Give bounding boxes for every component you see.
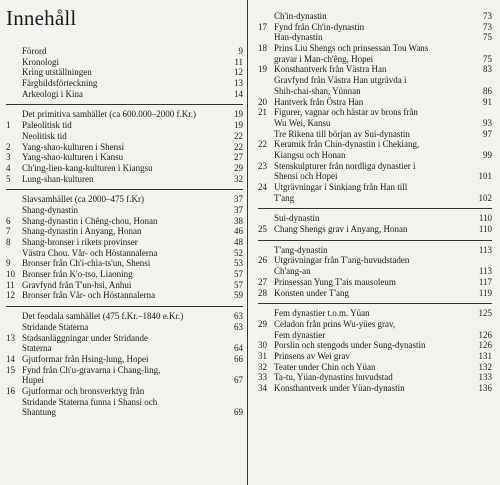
- entry-page: 117: [478, 276, 492, 287]
- entry-number: 30: [258, 340, 267, 351]
- toc-entry: [6, 152, 243, 163]
- entry-number: 32: [258, 361, 267, 372]
- entry-page: 75: [483, 32, 492, 43]
- toc-entry: [6, 78, 243, 89]
- entry-title: Slavsamhället (ca 2000–475 f.Kr): [22, 194, 144, 205]
- toc-entry: [258, 97, 492, 108]
- entry-title: Färgbildsförteckning: [22, 78, 98, 89]
- entry-number: 10: [6, 269, 15, 280]
- entry-title: Gravfynd från Västra Han utgrävda i: [274, 75, 407, 86]
- entry-number: 24: [258, 182, 267, 192]
- entry-page: 38: [234, 215, 243, 226]
- entry-title: Shang-dynastin i Chêng-chou, Honan: [22, 215, 158, 226]
- toc-entry: [258, 383, 492, 394]
- entry-title: Stridande Staterna: [22, 321, 89, 332]
- entry-title: Lung-shan-kulturen: [22, 173, 94, 184]
- entry-title: Prins Liu Shengs och prinsessan Tou Wans: [274, 43, 429, 54]
- entry-number: 14: [6, 353, 15, 364]
- toc-entry: [258, 107, 492, 118]
- entry-page: 22: [234, 130, 243, 141]
- entry-title: Förord: [22, 46, 47, 56]
- toc-entry: [6, 237, 243, 248]
- toc-entry: [258, 75, 492, 86]
- entry-page: 59: [234, 290, 243, 301]
- toc-entry: [6, 67, 243, 78]
- entry-title: Fem dynastier t.o.m. Yüan: [274, 308, 370, 319]
- entry-title: Teater under Chin och Yüan: [274, 361, 376, 372]
- toc-right-column: [258, 11, 492, 485]
- entry-number: 15: [6, 364, 15, 375]
- entry-page: 110: [478, 213, 492, 224]
- entry-page: 133: [478, 372, 492, 383]
- toc-entry: [6, 407, 243, 418]
- toc-entry: [258, 118, 492, 129]
- entry-title: Konsthantverk från Västra Han: [274, 64, 387, 75]
- entry-page: 73: [483, 11, 492, 21]
- page-title: Innehåll: [6, 6, 77, 30]
- entry-title: T'ang: [274, 192, 295, 203]
- toc-entry: [258, 245, 492, 256]
- entry-title: Stadsanläggningar under Stridande: [22, 332, 148, 343]
- entry-title: Porslin och stengods under Sung-dynastin: [274, 340, 426, 351]
- toc-entry: [258, 319, 492, 330]
- entry-page: 11: [234, 56, 243, 67]
- entry-title: T'ang-dynastin: [274, 244, 328, 255]
- entry-page: 136: [478, 383, 492, 393]
- entry-number: 28: [258, 287, 267, 298]
- entry-number: 11: [6, 279, 15, 290]
- entry-title: Ch'ing-lien-kang-kulturen i Kiangsu: [22, 162, 153, 173]
- toc-entry: [6, 226, 243, 237]
- entry-title: Konsten under T'ang: [274, 287, 349, 298]
- entry-title: Shang-dynastin: [22, 204, 78, 215]
- toc-entry: [258, 32, 492, 43]
- entry-number: 33: [258, 372, 267, 383]
- entry-page: 132: [478, 361, 492, 372]
- entry-page: 57: [234, 279, 243, 290]
- entry-number: 4: [6, 162, 11, 173]
- entry-number: 3: [6, 152, 11, 163]
- toc-section: [6, 189, 243, 301]
- entry-page: 64: [234, 343, 243, 354]
- toc-entry: [258, 266, 492, 277]
- toc-entry: [258, 193, 492, 204]
- entry-title: Kring utställningen: [22, 67, 92, 78]
- toc-section: [6, 46, 243, 99]
- entry-page: 113: [478, 244, 492, 255]
- entry-title: Fem dynastier: [274, 329, 326, 340]
- toc-entry: [6, 311, 243, 322]
- toc-entry: [6, 397, 243, 408]
- entry-title: Shang-dynastin i Anyang, Honan: [22, 226, 142, 237]
- toc-entry: [258, 308, 492, 319]
- entry-page: 126: [478, 329, 492, 340]
- entry-page: 12: [234, 67, 243, 78]
- entry-page: 93: [483, 117, 492, 128]
- entry-page: 32: [234, 173, 243, 184]
- toc-entry: [258, 330, 492, 341]
- entry-title: Gravfynd från T'un-hsi, Anhui: [22, 279, 132, 290]
- entry-title: Hantverk från Östra Han: [274, 96, 364, 107]
- toc-entry: [6, 343, 243, 354]
- entry-title: Gjutformar från Hsing-lung, Hopei: [22, 353, 149, 364]
- entry-page: 67: [234, 375, 243, 386]
- toc-entry: [6, 131, 243, 142]
- toc-entry: [258, 213, 492, 224]
- toc-entry: [6, 322, 243, 333]
- entry-title: Ch'ang-an: [274, 266, 311, 277]
- entry-title: Figurer, vagnar och hästar av brons från: [274, 107, 418, 118]
- toc-entry: [258, 171, 492, 182]
- entry-number: 34: [258, 383, 267, 393]
- entry-page: 14: [234, 88, 243, 99]
- entry-title: Wu Wei, Kansu: [274, 117, 331, 128]
- entry-number: 27: [258, 276, 267, 287]
- entry-title: Keramik från Chin-dynastin i Chekiang,: [274, 139, 420, 150]
- toc-entry: [258, 64, 492, 75]
- entry-title: Utgrävningar från T'ang-huvudstaden: [274, 255, 410, 266]
- entry-page: 29: [234, 162, 243, 173]
- toc-entry: [6, 354, 243, 365]
- entry-number: 22: [258, 139, 267, 150]
- entry-title: Kiangsu och Honan: [274, 149, 346, 160]
- entry-title: Kronologi: [22, 56, 59, 67]
- toc-section: [6, 104, 243, 184]
- entry-title: Bronser från K'o-tso, Liaoning: [22, 269, 133, 280]
- toc-entry: [258, 288, 492, 299]
- entry-page: 86: [483, 85, 492, 96]
- entry-title: Shantung: [22, 407, 57, 418]
- toc-entry: [258, 22, 492, 33]
- entry-page: 13: [234, 78, 243, 89]
- entry-page: 46: [234, 226, 243, 237]
- entry-page: 69: [234, 407, 243, 418]
- entry-number: 6: [6, 215, 11, 226]
- entry-number: 29: [258, 318, 267, 329]
- entry-page: 48: [234, 237, 243, 247]
- toc-entry: [6, 205, 243, 216]
- entry-number: 8: [6, 237, 11, 247]
- entry-page: 52: [234, 247, 243, 258]
- toc-entry: [258, 362, 492, 373]
- entry-number: 31: [258, 350, 267, 361]
- entry-title: Tre Rikena till början av Sui-dynastin: [274, 128, 410, 139]
- toc-entry: [258, 161, 492, 172]
- entry-title: Prinsens av Wei grav: [274, 350, 350, 361]
- entry-number: 9: [6, 258, 11, 269]
- entry-page: 63: [234, 311, 243, 322]
- entry-number: 23: [258, 160, 267, 171]
- entry-title: Shih-chai-shan, Yünnan: [274, 85, 361, 96]
- entry-title: Paleolitisk tid: [22, 120, 72, 131]
- entry-page: 119: [478, 287, 492, 298]
- entry-page: 73: [483, 21, 492, 32]
- entry-title: Yang-shao-kulturen i Kansu: [22, 152, 124, 163]
- entry-title: Det primitiva samhället (ca 600.000–2000 f.Kr.): [22, 109, 196, 120]
- entry-page: 125: [478, 308, 492, 319]
- toc-entry: [6, 375, 243, 386]
- toc-entry: [6, 142, 243, 153]
- entry-page: 66: [234, 353, 243, 364]
- toc-entry: [258, 86, 492, 97]
- entry-page: 83: [483, 64, 492, 75]
- entry-page: 19: [234, 109, 243, 120]
- toc-section: [6, 306, 243, 418]
- toc-entry: [258, 255, 492, 266]
- toc-entry: [258, 43, 492, 54]
- toc-entry: [6, 120, 243, 131]
- entry-title: Fynd från Ch'in-dynastin: [274, 21, 365, 32]
- entry-number: 13: [6, 332, 15, 343]
- entry-title: Yang-shao-kulturen i Shensi: [22, 141, 125, 152]
- entry-title: Utgrävningar i Sinkiang från Han till: [274, 182, 408, 192]
- entry-number: 12: [6, 290, 15, 301]
- column-divider: [247, 0, 248, 485]
- toc-entry: [6, 46, 243, 57]
- entry-title: Ta-tu, Yüan-dynastins huvudstad: [274, 372, 393, 383]
- entry-number: 7: [6, 226, 11, 237]
- entry-title: Stenskulpturer från nordliga dynastier i: [274, 160, 416, 171]
- entry-title: Bronser från Ch'i-chia-ts'un, Shensi: [22, 258, 151, 269]
- entry-number: 18: [258, 43, 267, 54]
- toc-section: [258, 303, 492, 394]
- entry-title: Bronser från Vår- och Höstannalerna: [22, 290, 156, 301]
- entry-title: Shang-bronser i rikets provinser: [22, 237, 138, 247]
- entry-page: 91: [483, 96, 492, 107]
- toc-entry: [6, 333, 243, 344]
- toc-entry: [6, 248, 243, 259]
- entry-title: gravar i Man-ch'êng, Hopei: [274, 53, 374, 64]
- toc-entry: [258, 129, 492, 140]
- toc-entry: [6, 269, 243, 280]
- toc-entry: [6, 365, 243, 376]
- entry-number: 26: [258, 255, 267, 266]
- toc-entry: [258, 351, 492, 362]
- entry-number: 17: [258, 21, 267, 32]
- entry-title: Celadon från prins Wu-yües grav,: [274, 318, 396, 329]
- toc-entry: [258, 372, 492, 383]
- entry-title: Staterna: [22, 343, 52, 354]
- toc-entry: [6, 280, 243, 291]
- entry-title: Gjutformar och bronsverktyg från: [22, 385, 145, 396]
- entry-page: 63: [234, 321, 243, 332]
- toc-entry: [6, 216, 243, 227]
- entry-page: 99: [483, 149, 492, 160]
- entry-title: Neolitisk tid: [22, 130, 67, 141]
- entry-number: 25: [258, 224, 267, 235]
- entry-page: 37: [234, 204, 243, 215]
- entry-page: 110: [478, 224, 492, 235]
- entry-number: 21: [258, 107, 267, 118]
- entry-title: Shensi och Hopei: [274, 171, 338, 182]
- entry-title: Sui-dynastin: [274, 213, 320, 224]
- entry-page: 22: [234, 141, 243, 152]
- toc-section: [258, 11, 492, 203]
- entry-title: Han-dynastin: [274, 32, 323, 43]
- entry-page: 19: [234, 120, 243, 131]
- entry-title: Fynd från Ch'u-gravarna i Chang-ling,: [22, 364, 161, 375]
- entry-number: 5: [6, 173, 11, 184]
- entry-page: 101: [478, 171, 492, 182]
- toc-entry: [6, 109, 243, 120]
- entry-title: Det feodala samhället (475 f.Kr.–1840 e.Kr.): [22, 311, 184, 322]
- entry-page: 131: [478, 350, 492, 361]
- entry-page: 37: [234, 194, 243, 205]
- toc-entry: [6, 386, 243, 397]
- entry-page: 126: [478, 340, 492, 351]
- toc-entry: [258, 340, 492, 351]
- entry-number: 1: [6, 120, 11, 131]
- entry-number: 19: [258, 64, 267, 75]
- toc-entry: [258, 224, 492, 235]
- entry-page: 102: [478, 192, 492, 203]
- toc-entry: [6, 258, 243, 269]
- entry-number: 20: [258, 96, 267, 107]
- toc-entry: [6, 194, 243, 205]
- toc-left-column: [6, 46, 243, 485]
- entry-number: 2: [6, 141, 11, 152]
- entry-page: 9: [238, 46, 243, 56]
- entry-page: 57: [234, 269, 243, 280]
- entry-page: 53: [234, 258, 243, 269]
- toc-entry: [258, 277, 492, 288]
- toc-entry: [6, 89, 243, 100]
- toc-entry: [258, 182, 492, 193]
- toc-entry: [258, 11, 492, 22]
- toc-section: [258, 240, 492, 298]
- entry-title: Arkeologi i Kina: [22, 88, 83, 99]
- toc-section: [258, 208, 492, 234]
- entry-title: Prinsessan Yung T'ais mausoleum: [274, 276, 396, 287]
- entry-page: 27: [234, 152, 243, 163]
- toc-entry: [258, 54, 492, 65]
- toc-entry: [6, 163, 243, 174]
- entry-title: Västra Chou. Vår- och Höstannalerna: [22, 247, 158, 258]
- entry-page: 113: [478, 266, 492, 277]
- entry-title: Chang Shengs grav i Anyang, Honan: [274, 224, 408, 235]
- entry-page: 75: [483, 53, 492, 64]
- toc-entry: [258, 150, 492, 161]
- entry-title: Hupei: [22, 375, 44, 386]
- entry-title: Ch'in-dynastin: [274, 11, 327, 21]
- entry-page: 97: [483, 128, 492, 139]
- toc-entry: [6, 174, 243, 185]
- toc-entry: [6, 57, 243, 68]
- toc-entry: [258, 139, 492, 150]
- entry-title: Konsthantverk under Yüan-dynastin: [274, 383, 405, 393]
- toc-entry: [6, 290, 243, 301]
- entry-number: 16: [6, 385, 15, 396]
- entry-title: Stridande Staterna funna i Shansi och: [22, 396, 158, 407]
